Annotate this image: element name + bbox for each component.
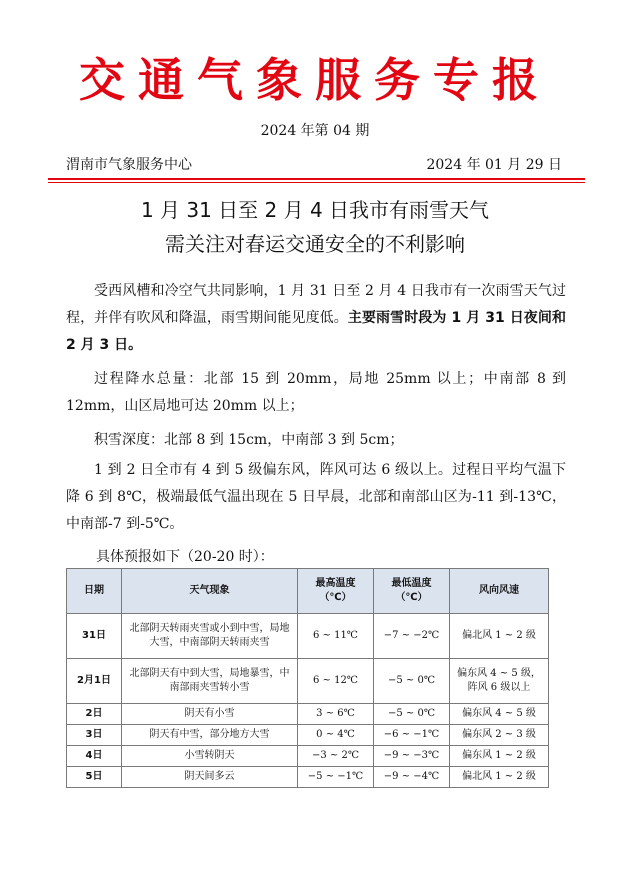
header-divider-thin bbox=[48, 182, 585, 183]
cell-min-temp: −7 ~ −2℃ bbox=[374, 614, 450, 659]
cell-wind: 偏东风 2 ~ 3 级 bbox=[450, 725, 549, 746]
cell-weather: 北部阴天有中到大雪，局地暴雪，中南部雨夹雪转小雪 bbox=[122, 659, 298, 704]
cell-max-temp: −5 ~ −1℃ bbox=[298, 767, 374, 788]
cell-weather: 小雪转阴天 bbox=[122, 746, 298, 767]
issue-number: 2024 年第 04 期 bbox=[260, 123, 370, 139]
header-max-temp: 最高温度 （℃） bbox=[298, 569, 374, 614]
cell-wind: 偏东风 1 ~ 2 级 bbox=[450, 746, 549, 767]
cell-date: 2月1日 bbox=[67, 659, 122, 704]
table-row bbox=[67, 659, 549, 704]
cell-date: 31日 bbox=[67, 614, 122, 659]
table-row bbox=[67, 704, 549, 725]
issuing-organization: 渭南市气象服务中心 bbox=[66, 157, 192, 173]
report-title: 交通气象服务专报 bbox=[79, 53, 551, 107]
cell-max-temp: 6 ~ 12℃ bbox=[298, 659, 374, 704]
cell-wind: 偏北风 1 ~ 2 级 bbox=[450, 614, 549, 659]
table-row bbox=[67, 746, 549, 767]
issue-date: 2024 年 01 月 29 日 bbox=[426, 157, 562, 173]
cell-date: 2日 bbox=[67, 704, 122, 725]
headline-line-2: 需关注对春运交通安全的不利影响 bbox=[165, 232, 465, 256]
paragraph-wind-temperature: 1 到 2 日全市有 4 到 5 级偏东风，阵风可达 6 级以上。过程日平均气温下降 6 到 8℃，极端最低气温出现在 5 日早晨，北部和南部山区为-11 到-13℃，中南部-7 到-5℃。 bbox=[66, 462, 566, 532]
header-min-temp: 最低温度 （℃） bbox=[374, 569, 450, 614]
table-row bbox=[67, 767, 549, 788]
cell-min-temp: −6 ~ −1℃ bbox=[374, 725, 450, 746]
table-row bbox=[67, 725, 549, 746]
cell-date: 4日 bbox=[67, 746, 122, 767]
cell-wind: 偏东风 4 ~ 5 级 bbox=[450, 704, 549, 725]
header-wind: 风向风速 bbox=[450, 569, 549, 614]
headline-line-1: 1 月 31 日至 2 月 4 日我市有雨雪天气 bbox=[140, 198, 490, 222]
paragraph-snow-depth: 积雪深度：北部 8 到 15cm，中南部 3 到 5cm； bbox=[94, 432, 404, 448]
cell-max-temp: 6 ~ 11℃ bbox=[298, 614, 374, 659]
paragraph-precipitation: 过程降水总量：北部 15 到 20mm，局地 25mm 以上；中南部 8 到 12mm，山区局地可达 20mm 以上； bbox=[66, 371, 566, 414]
cell-min-temp: −5 ~ 0℃ bbox=[374, 704, 450, 725]
meta-row bbox=[66, 155, 562, 175]
header-weather: 天气现象 bbox=[122, 569, 298, 614]
cell-min-temp: −9 ~ −4℃ bbox=[374, 767, 450, 788]
cell-weather: 阴天间多云 bbox=[122, 767, 298, 788]
forecast-table bbox=[66, 568, 549, 788]
cell-weather: 阴天有中雪，部分地方大雪 bbox=[122, 725, 298, 746]
cell-weather: 阴天有小雪 bbox=[122, 704, 298, 725]
header-divider-thick bbox=[48, 178, 585, 180]
cell-date: 5日 bbox=[67, 767, 122, 788]
cell-min-temp: −5 ~ 0℃ bbox=[374, 659, 450, 704]
paragraph-overview bbox=[66, 278, 566, 359]
table-row bbox=[67, 614, 549, 659]
paragraph-forecast-intro: 具体预报如下（20-20 时）： bbox=[96, 549, 274, 565]
header-date: 日期 bbox=[67, 569, 122, 614]
overview-text: 受西风槽和冷空气共同影响，1 月 31 日至 2 月 4 日我市有一次雨雪天气过程，并伴有吹风和降温，雨雪期间能见度低。 bbox=[66, 283, 566, 326]
cell-weather: 北部阴天转雨夹雪或小到中雪，局地大雪，中南部阴天转雨夹雪 bbox=[122, 614, 298, 659]
cell-min-temp: −9 ~ −3℃ bbox=[374, 746, 450, 767]
cell-max-temp: 0 ~ 4℃ bbox=[298, 725, 374, 746]
cell-wind: 偏东风 4 ~ 5 级， 阵风 6 级以上 bbox=[450, 659, 549, 704]
overview-highlight: 主要雨雪时段为 1 月 31 日夜间和 2 月 3 日。 bbox=[66, 310, 566, 353]
cell-wind: 偏北风 1 ~ 2 级 bbox=[450, 767, 549, 788]
table-header-row bbox=[67, 569, 549, 614]
cell-date: 3日 bbox=[67, 725, 122, 746]
cell-max-temp: −3 ~ 2℃ bbox=[298, 746, 374, 767]
cell-max-temp: 3 ~ 6℃ bbox=[298, 704, 374, 725]
